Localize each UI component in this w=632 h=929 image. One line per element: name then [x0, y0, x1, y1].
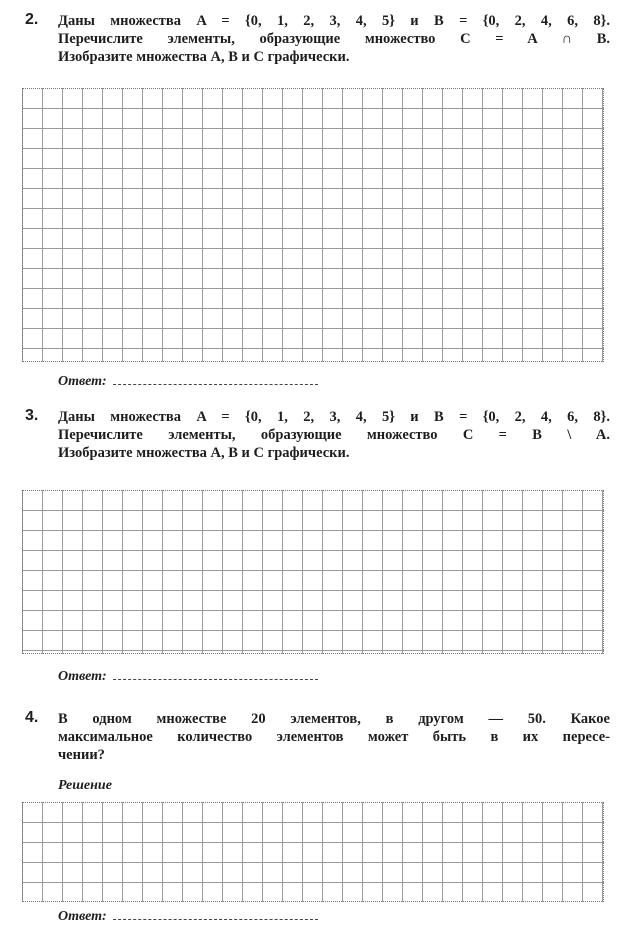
task-number: 3. — [25, 407, 39, 424]
task-line: Даны множества A = {0, 1, 2, 3, 4, 5} и B = {0, 2, 4, 6, 8}. — [58, 13, 610, 29]
answer-row — [58, 907, 318, 925]
task-line: чении? — [58, 747, 105, 763]
task-text — [58, 408, 610, 462]
answer-grid[interactable] — [22, 88, 604, 362]
task-line: Изобразите множества A, B и C графически. — [58, 445, 350, 461]
answer-label: Ответ: — [58, 909, 107, 924]
task-line: В одном множестве 20 элементов, в другом — 50. Какое — [58, 711, 610, 727]
answer-label: Ответ: — [58, 374, 107, 389]
task-number: 4. — [25, 709, 39, 726]
task-line: Даны множества A = {0, 1, 2, 3, 4, 5} и B = {0, 2, 4, 6, 8}. — [58, 409, 610, 425]
task-line: Перечислите элементы, образующие множество C = A ∩ B. — [58, 31, 610, 47]
task-line: Изобразите множества A, B и C графически. — [58, 49, 350, 65]
answer-blank[interactable] — [113, 907, 318, 920]
answer-blank[interactable] — [113, 372, 318, 385]
task-text — [58, 12, 610, 66]
task-text — [58, 710, 610, 764]
answer-label: Ответ: — [58, 669, 107, 684]
answer-blank[interactable] — [113, 667, 318, 680]
solution-grid[interactable] — [22, 802, 604, 902]
answer-row — [58, 667, 318, 685]
task-line: максимальное количество элементов может быть в их пересе- — [58, 729, 610, 745]
task-number: 2. — [25, 11, 39, 28]
solution-label: Решение — [58, 778, 112, 793]
task-line: Перечислите элементы, образующие множество C = B \ A. — [58, 427, 610, 443]
answer-row — [58, 372, 318, 390]
answer-grid[interactable] — [22, 490, 604, 654]
